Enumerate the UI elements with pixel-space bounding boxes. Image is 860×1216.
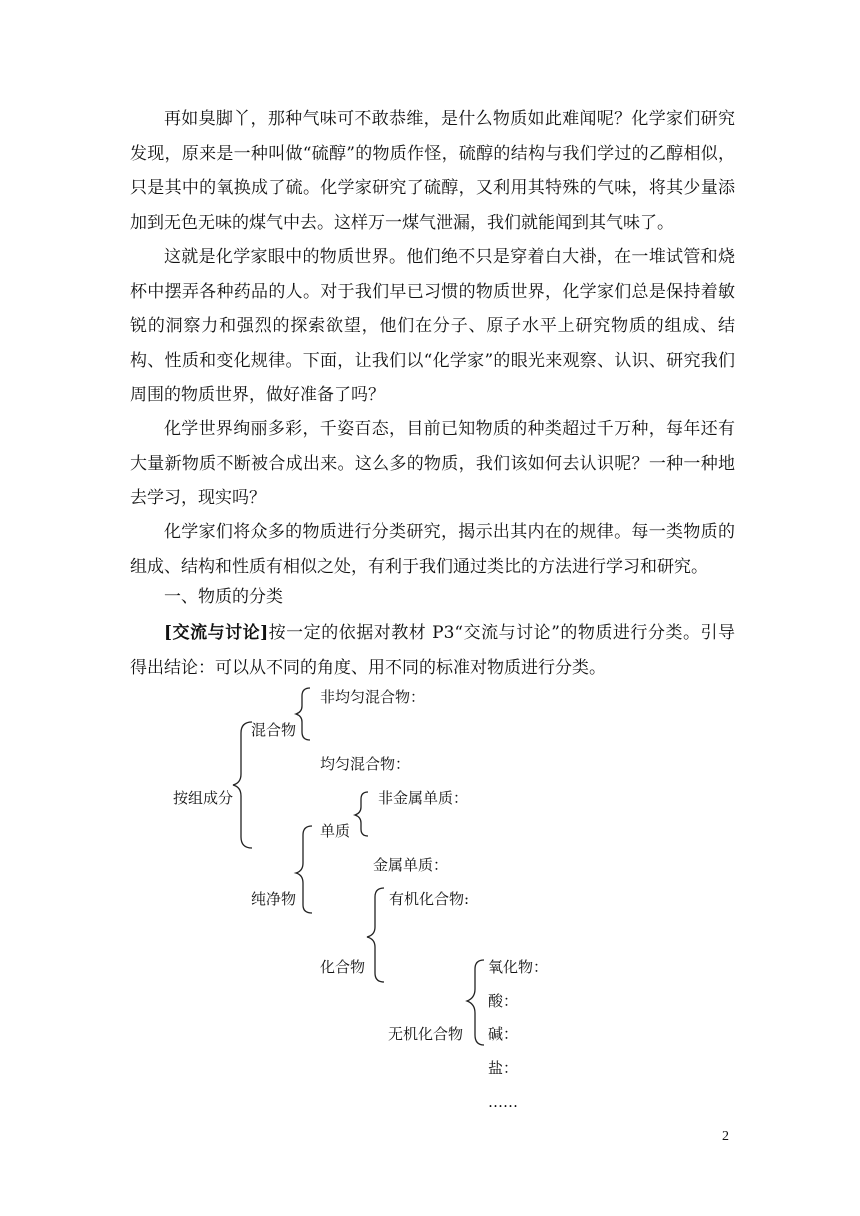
discussion-text: 按一定的依据对教材 P3“交流与讨论”的物质进行分类。引导得出结论：可以从不同的角度、用不同的标准对物质进行分类。 xyxy=(130,623,735,678)
page-number: 2 xyxy=(722,1129,729,1144)
node-base: 碱： xyxy=(488,1025,519,1043)
brace-compound xyxy=(367,888,384,982)
paragraph-2: 这就是化学家眼中的物质世界。他们绝不只是穿着白大褂，在一堆试管和烧杯中摆弄各种药品的人。对于我们早已习惯的物质世界，化学家们总是保持着敏锐的洞察力和强烈的探索欲望，他们在分子、原子水平上研究物质的组成、结构、性质和变化规律。下面，让我们以“化学家”的眼光来观察、认识、研究我们周围的物质世界，做好准备了吗？ xyxy=(130,247,735,405)
brace-element xyxy=(355,792,368,836)
brace-mixture xyxy=(296,688,310,740)
node-salt: 盐： xyxy=(488,1059,519,1077)
discussion-tag: [交流与讨论] xyxy=(164,623,269,643)
node-nonmetal-element: 非金属单质： xyxy=(378,789,469,807)
node-root: 按组成分 xyxy=(173,789,234,807)
node-compound: 化合物 xyxy=(320,958,366,976)
node-element: 单质 xyxy=(320,822,351,840)
node-metal-element: 金属单质： xyxy=(373,856,449,874)
node-homogeneous-mixture: 均匀混合物： xyxy=(320,755,411,773)
section-heading: 一、物质的分类 xyxy=(164,587,283,607)
node-oxide: 氧化物： xyxy=(488,958,549,976)
brace-pure xyxy=(296,826,312,913)
node-etc: …… xyxy=(488,1093,518,1111)
paragraph-3: 化学世界绚丽多彩，千姿百态，目前已知物质的种类超过千万种，每年还有大量新物质不断被合成出来。这么多的物质，我们该如何去认识呢？一种一种地去学习，现实吗？ xyxy=(130,419,735,508)
node-pure-substance: 纯净物 xyxy=(251,890,297,908)
paragraph-4: 化学家们将众多的物质进行分类研究，揭示出其内在的规律。每一类物质的组成、结构和性质有相似之处，有利于我们通过类比的方法进行学习和研究。 xyxy=(130,522,735,577)
node-inorganic-compound: 无机化合物 xyxy=(388,1025,464,1043)
node-mixture: 混合物 xyxy=(251,721,297,739)
node-acid: 酸： xyxy=(488,992,519,1010)
node-organic-compound: 有机化合物: xyxy=(389,890,470,908)
brace-root xyxy=(233,722,252,848)
paragraph-1: 再如臭脚丫，那种气味可不敢恭维，是什么物质如此难闻呢？化学家们研究发现，原来是一种叫做“硫醇”的物质作怪，硫醇的结构与我们学过的乙醇相似，只是其中的氧换成了硫。化学家研究了硫醇，又利用其特殊的气味，将其少量添加到无色无味的煤气中去。这样万一煤气泄漏，我们就能闻到其气味了。 xyxy=(130,109,735,233)
node-heterogeneous-mixture: 非均匀混合物： xyxy=(320,688,426,706)
brace-inorganic xyxy=(467,960,484,1045)
